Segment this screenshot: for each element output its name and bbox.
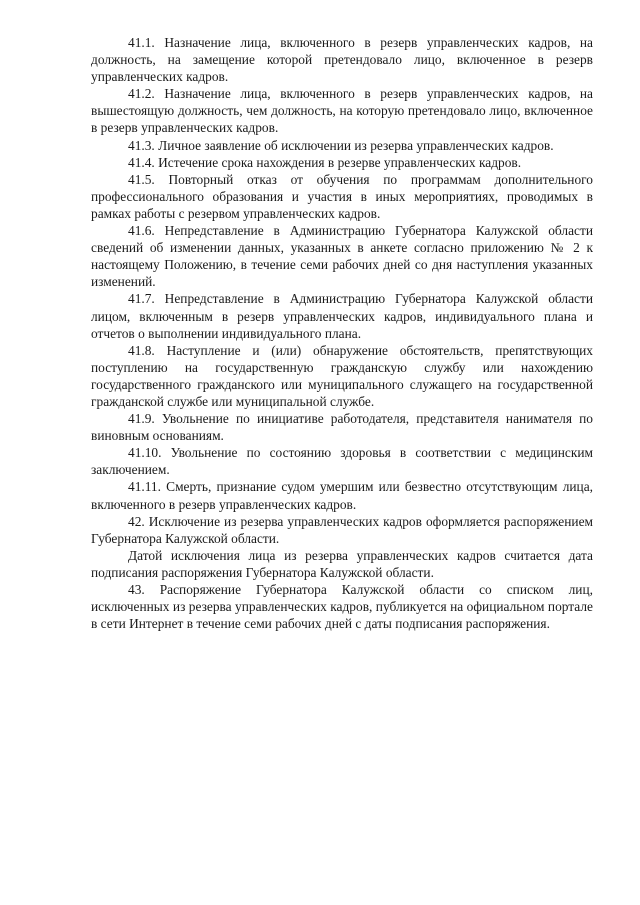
paragraph-exclusion-date: Датой исключения лица из резерва управленческих кадров считается дата подписания распоряжения Губернатора Калужской области. bbox=[91, 547, 593, 580]
paragraph-41-11: 41.11. Смерть, признание судом умершим или безвестно отсутствующим лица, включенного в резерв управленческих кадров. bbox=[91, 479, 593, 512]
paragraph-41-10: 41.10. Увольнение по состоянию здоровья в соответствии с медицинским заключением. bbox=[91, 445, 593, 478]
paragraph-41-4: 41.4. Истечение срока нахождения в резерве управленческих кадров. bbox=[128, 154, 522, 170]
paragraph-41-9: 41.9. Увольнение по инициативе работодателя, представителя нанимателя по виновным основаниям. bbox=[91, 411, 593, 444]
paragraph-41-8: 41.8. Наступление и (или) обнаружение обстоятельств, препятствующих поступлению на государственную гражданскую службу или нахождению государственного гражданского или муниципального служащего на государственной гражданской службе или муниципальной службе. bbox=[91, 342, 593, 409]
paragraph-41-6: 41.6. Непредставление в Администрацию Губернатора Калужской области сведений об изменении данных, указанных в анкете согласно приложению № 2 к настоящему Положению, в течение семи рабочих дней со дня наступления указанных изменений. bbox=[91, 223, 593, 290]
paragraph-41-2: 41.2. Назначение лица, включенного в резерв управленческих кадров, на вышестоящую должность, чем должность, на которую претендовало лицо, включенное в резерв управленческих кадров. bbox=[91, 86, 593, 136]
paragraph-43: 43. Распоряжение Губернатора Калужской области со списком лиц, исключенных из резерва управленческих кадров, публикуется на официальном портале в сети Интернет в течение семи рабочих дней с даты подписания распоряжения. bbox=[91, 582, 593, 632]
paragraph-41-3: 41.3. Личное заявление об исключении из резерва управленческих кадров. bbox=[128, 137, 554, 153]
paragraph-41-5: 41.5. Повторный отказ от обучения по программам дополнительного профессионального образования и участия в иных мероприятиях, проводимых в рамках работы с резервом управленческих кадров. bbox=[91, 171, 593, 221]
document-page bbox=[91, 34, 593, 632]
paragraph-42: 42. Исключение из резерва управленческих кадров оформляется распоряжением Губернатора Калужской области. bbox=[91, 513, 593, 546]
paragraph-41-1: 41.1. Назначение лица, включенного в резерв управленческих кадров, на должность, на замещение которой претендовало лицо, включенное в резерв управленческих кадров. bbox=[91, 35, 593, 85]
paragraph-41-7: 41.7. Непредставление в Администрацию Губернатора Калужской области лицом, включенным в резерв управленческих кадров, индивидуального плана и отчетов о выполнении индивидуального плана. bbox=[91, 291, 593, 341]
